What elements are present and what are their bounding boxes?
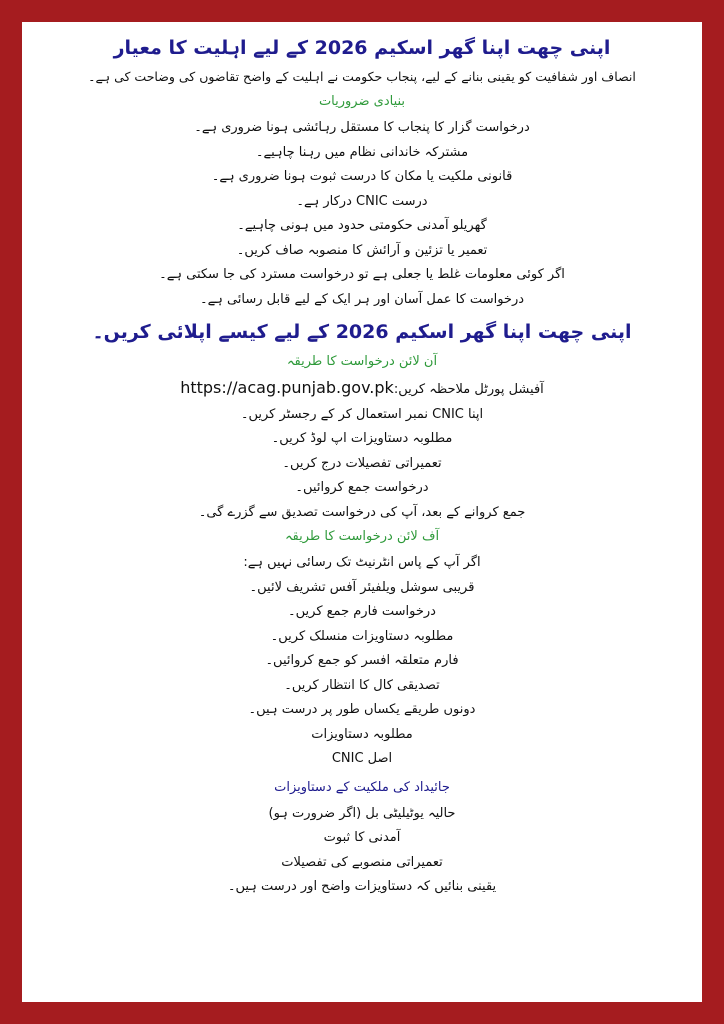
property-documents-heading: جائیداد کی ملکیت کے دستاویزات	[274, 779, 450, 795]
list-item: مطلوبہ دستاویزات اپ لوڈ کریں۔	[271, 431, 453, 446]
list-item: مطلوبہ دستاویزات منسلک کریں۔	[270, 628, 454, 644]
list-item: اپنا CNIC نمبر استعمال کر کے رجسٹر کریں۔	[240, 406, 484, 422]
list-item: درخواست جمع کروائیں۔	[295, 480, 429, 495]
basic-requirements-list	[38, 116, 686, 312]
list-item: درخواست کا عمل آسان اور ہر ایک کے لیے قابل رسائی ہے۔	[199, 291, 525, 307]
list-item: جمع کروانے کے بعد، آپ کی درخواست تصدیق سے گزرے گی۔	[198, 504, 526, 520]
how-to-apply-title: اپنی چھت اپنا گھر اسکیم 2026 کے لیے کیسے اپلائی کریں۔	[92, 321, 632, 343]
list-item: گھریلو آمدنی حکومتی حدود میں ہونی چاہیے۔	[237, 218, 487, 233]
list-item: اصل CNIC	[331, 751, 393, 766]
list-item: یقینی بنائیں کہ دستاویزات واضح اور درست ہیں۔	[227, 879, 497, 894]
list-item: تصدیقی کال کا انتظار کریں۔	[284, 677, 440, 693]
intro-paragraph: انصاف اور شفافیت کو یقینی بنانے کے لیے، پنجاب حکومت نے اہلیت کے واضح تقاضوں کی وضاحت کی ہے۔	[88, 69, 636, 84]
list-item: تعمیراتی تفصیلات درج کریں۔	[282, 455, 442, 471]
offline-method-heading: آف لائن درخواست کا طریقہ	[284, 529, 440, 544]
list-item: حالیہ یوٹیلیٹی بل (اگر ضرورت ہو)	[268, 805, 456, 821]
list-item: تعمیراتی منصوبے کی تفصیلات	[281, 854, 443, 870]
list-item: مشترکہ خاندانی نظام میں رہنا چاہیے۔	[255, 144, 469, 160]
list-item: درخواست گزار کا پنجاب کا مستقل رہائشی ہونا ضروری ہے۔	[194, 120, 530, 135]
list-item: اگر آپ کے پاس انٹرنیٹ تک رسائی نہیں ہے:	[243, 555, 481, 570]
list-item: مطلوبہ دستاویزات	[311, 726, 413, 742]
document-page	[22, 22, 702, 1002]
list-item: قانونی ملکیت یا مکان کا درست ثبوت ہونا ضروری ہے۔	[211, 169, 513, 184]
list-item: اگر کوئی معلومات غلط یا جعلی ہے تو درخواست مسترد کی جا سکتی ہے۔	[159, 267, 565, 282]
portal-prefix: آفیشل پورٹل ملاحظہ کریں:	[393, 382, 544, 397]
list-item: درست CNIC درکار ہے۔	[296, 193, 428, 209]
online-method-list	[38, 376, 686, 525]
property-documents-list	[38, 802, 686, 900]
portal-link[interactable]: https://acag.punjab.gov.pk	[180, 378, 394, 397]
list-item: قریبی سوشل ویلفیئر آفس تشریف لائیں۔	[249, 579, 475, 595]
online-method-heading: آن لائن درخواست کا طریقہ	[286, 354, 438, 369]
list-item: فارم متعلقہ افسر کو جمع کروائیں۔	[265, 653, 459, 668]
offline-method-list	[38, 551, 686, 772]
list-item: درخواست فارم جمع کریں۔	[288, 604, 436, 619]
document-content	[22, 22, 702, 900]
list-item: آمدنی کا ثبوت	[323, 830, 401, 845]
list-item: دونوں طریقے یکساں طور پر درست ہیں۔	[248, 702, 476, 717]
eligibility-title: اپنی چھت اپنا گھر اسکیم 2026 کے لیے اہلیت کا معیار	[113, 37, 611, 59]
basic-requirements-heading: بنیادی ضروریات	[318, 94, 406, 109]
list-item: تعمیر یا تزئین و آرائش کا منصوبہ صاف کریں۔	[236, 242, 488, 258]
portal-line	[38, 376, 686, 403]
